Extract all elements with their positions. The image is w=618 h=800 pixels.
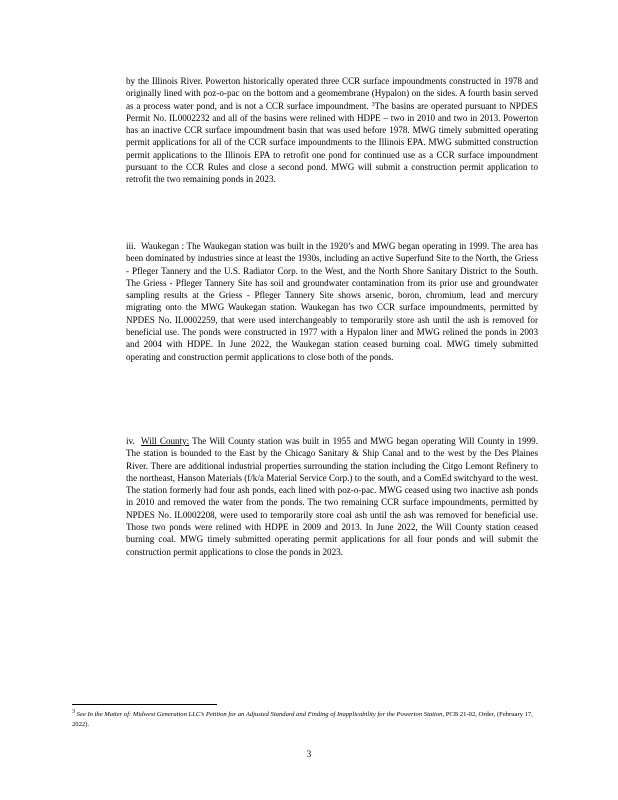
powerton-text-end: The basins are operated pursuant to NPDES Permit No. IL0002232 and all of the basins were relined with HDPE – two in 2010 and two in 2013. Powerton has an inactive CCR surface impoundment basin that was used before 1978. MWG timely submitted operating permit applications for all of the CCR surface impoundments to the Illinois EPA. MWG submitted construction permit applications to the Illinois EPA to retrofit one pond for continued use as a CCR surface impoundment pursuant to the CCR Rules and close a second pond. MWG will submit a construction permit application to retrofit the two remaining ponds in 2023. <box>126 100 538 185</box>
will-county-heading: Will County: <box>140 436 190 446</box>
page-number: 3 <box>306 749 312 759</box>
paragraph-powerton <box>126 75 538 186</box>
will-county-numeral: iv. <box>126 436 135 446</box>
waukegan-heading: Waukegan <box>140 241 180 251</box>
paragraph-waukegan <box>126 240 538 363</box>
will-county-text: The Will County station was built in 1955 and MWG began operating Will County in 1999. The station is bounded to the East by the Chicago Sanitary & Ship Canal and to the west by the Des Plaines River. There are additional industrial properties surrounding the station including the Citgo Lemont Refinery to the northeast, Hanson Materials (f/k/a Material Service Corp.) to the south, and a ComEd switchyard to the west. The station formerly had four ash ponds, each lined with poz-o-pac. MWG ceased using two inactive ash ponds in 2010 and removed the water from the ponds. The two remaining CCR surface impoundments, permitted by NPDES No. IL0002208, were used to temporarily store coal ash until the ash was removed for beneficial use. Those two ponds were relined with HDPE in 2009 and 2013. In June 2022, the Will County station ceased burning coal. MWG timely submitted operating permit applications for all four ponds and will submit the construction permit applications to close the ponds in 2023. <box>126 436 538 557</box>
footnote-citation-detail: , PCB 21-02, Order, (February 17, 2022). <box>72 711 533 728</box>
footnote <box>72 710 538 730</box>
footnote-citation: See In the Matter of: Midwest Generation LLC’s Petition for an Adjusted Standard and Finding of Inapplicability for the Powerton Station <box>76 711 443 718</box>
paragraph-will-county <box>126 435 538 558</box>
footnote-reference[interactable]: 3 <box>371 101 375 108</box>
footnote-number: 3 <box>72 709 75 715</box>
footnote-separator <box>72 704 217 705</box>
waukegan-numeral: iii. <box>126 241 136 251</box>
waukegan-text: : The Waukegan station was built in the 1920’s and MWG began operating in 1999. The area has been dominated by industries since at least the 1930s, including an active Superfund Site to the North, the Griess - Pfleger Tannery and the U.S. Radiator Corp. to the West, and the North Shore Sanitary District to the South. The Griess - Pfleger Tannery Site has soil and groundwater contamination from its prior use and groundwater sampling results at the Griess - Pfleger Tannery Site shows arsenic, boron, chromium, lead and mercury migrating onto the MWG Waukegan station. Waukegan has two CCR surface impoundments, permitted by NPDES No. IL0002259, that were used interchangeably to temporarily store ash until the ash is removed for beneficial use. The ponds were constructed in 1977 with a Hypalon liner and MWG relined the ponds in 2003 and 2004 with HDPE. In June 2022, the Waukegan station ceased burning coal. MWG timely submitted operating and construction permit applications to close both of the ponds. <box>126 241 539 362</box>
powerton-text-start: by the Illinois River. Powerton historically operated three CCR surface impoundments constructed in 1978 and originally lined with poz-o-pac on the bottom and a geomembrane (Hypalon) on the sides. A fourth basin served as a process water pond, and is not a CCR surface impoundment. <box>126 76 538 111</box>
